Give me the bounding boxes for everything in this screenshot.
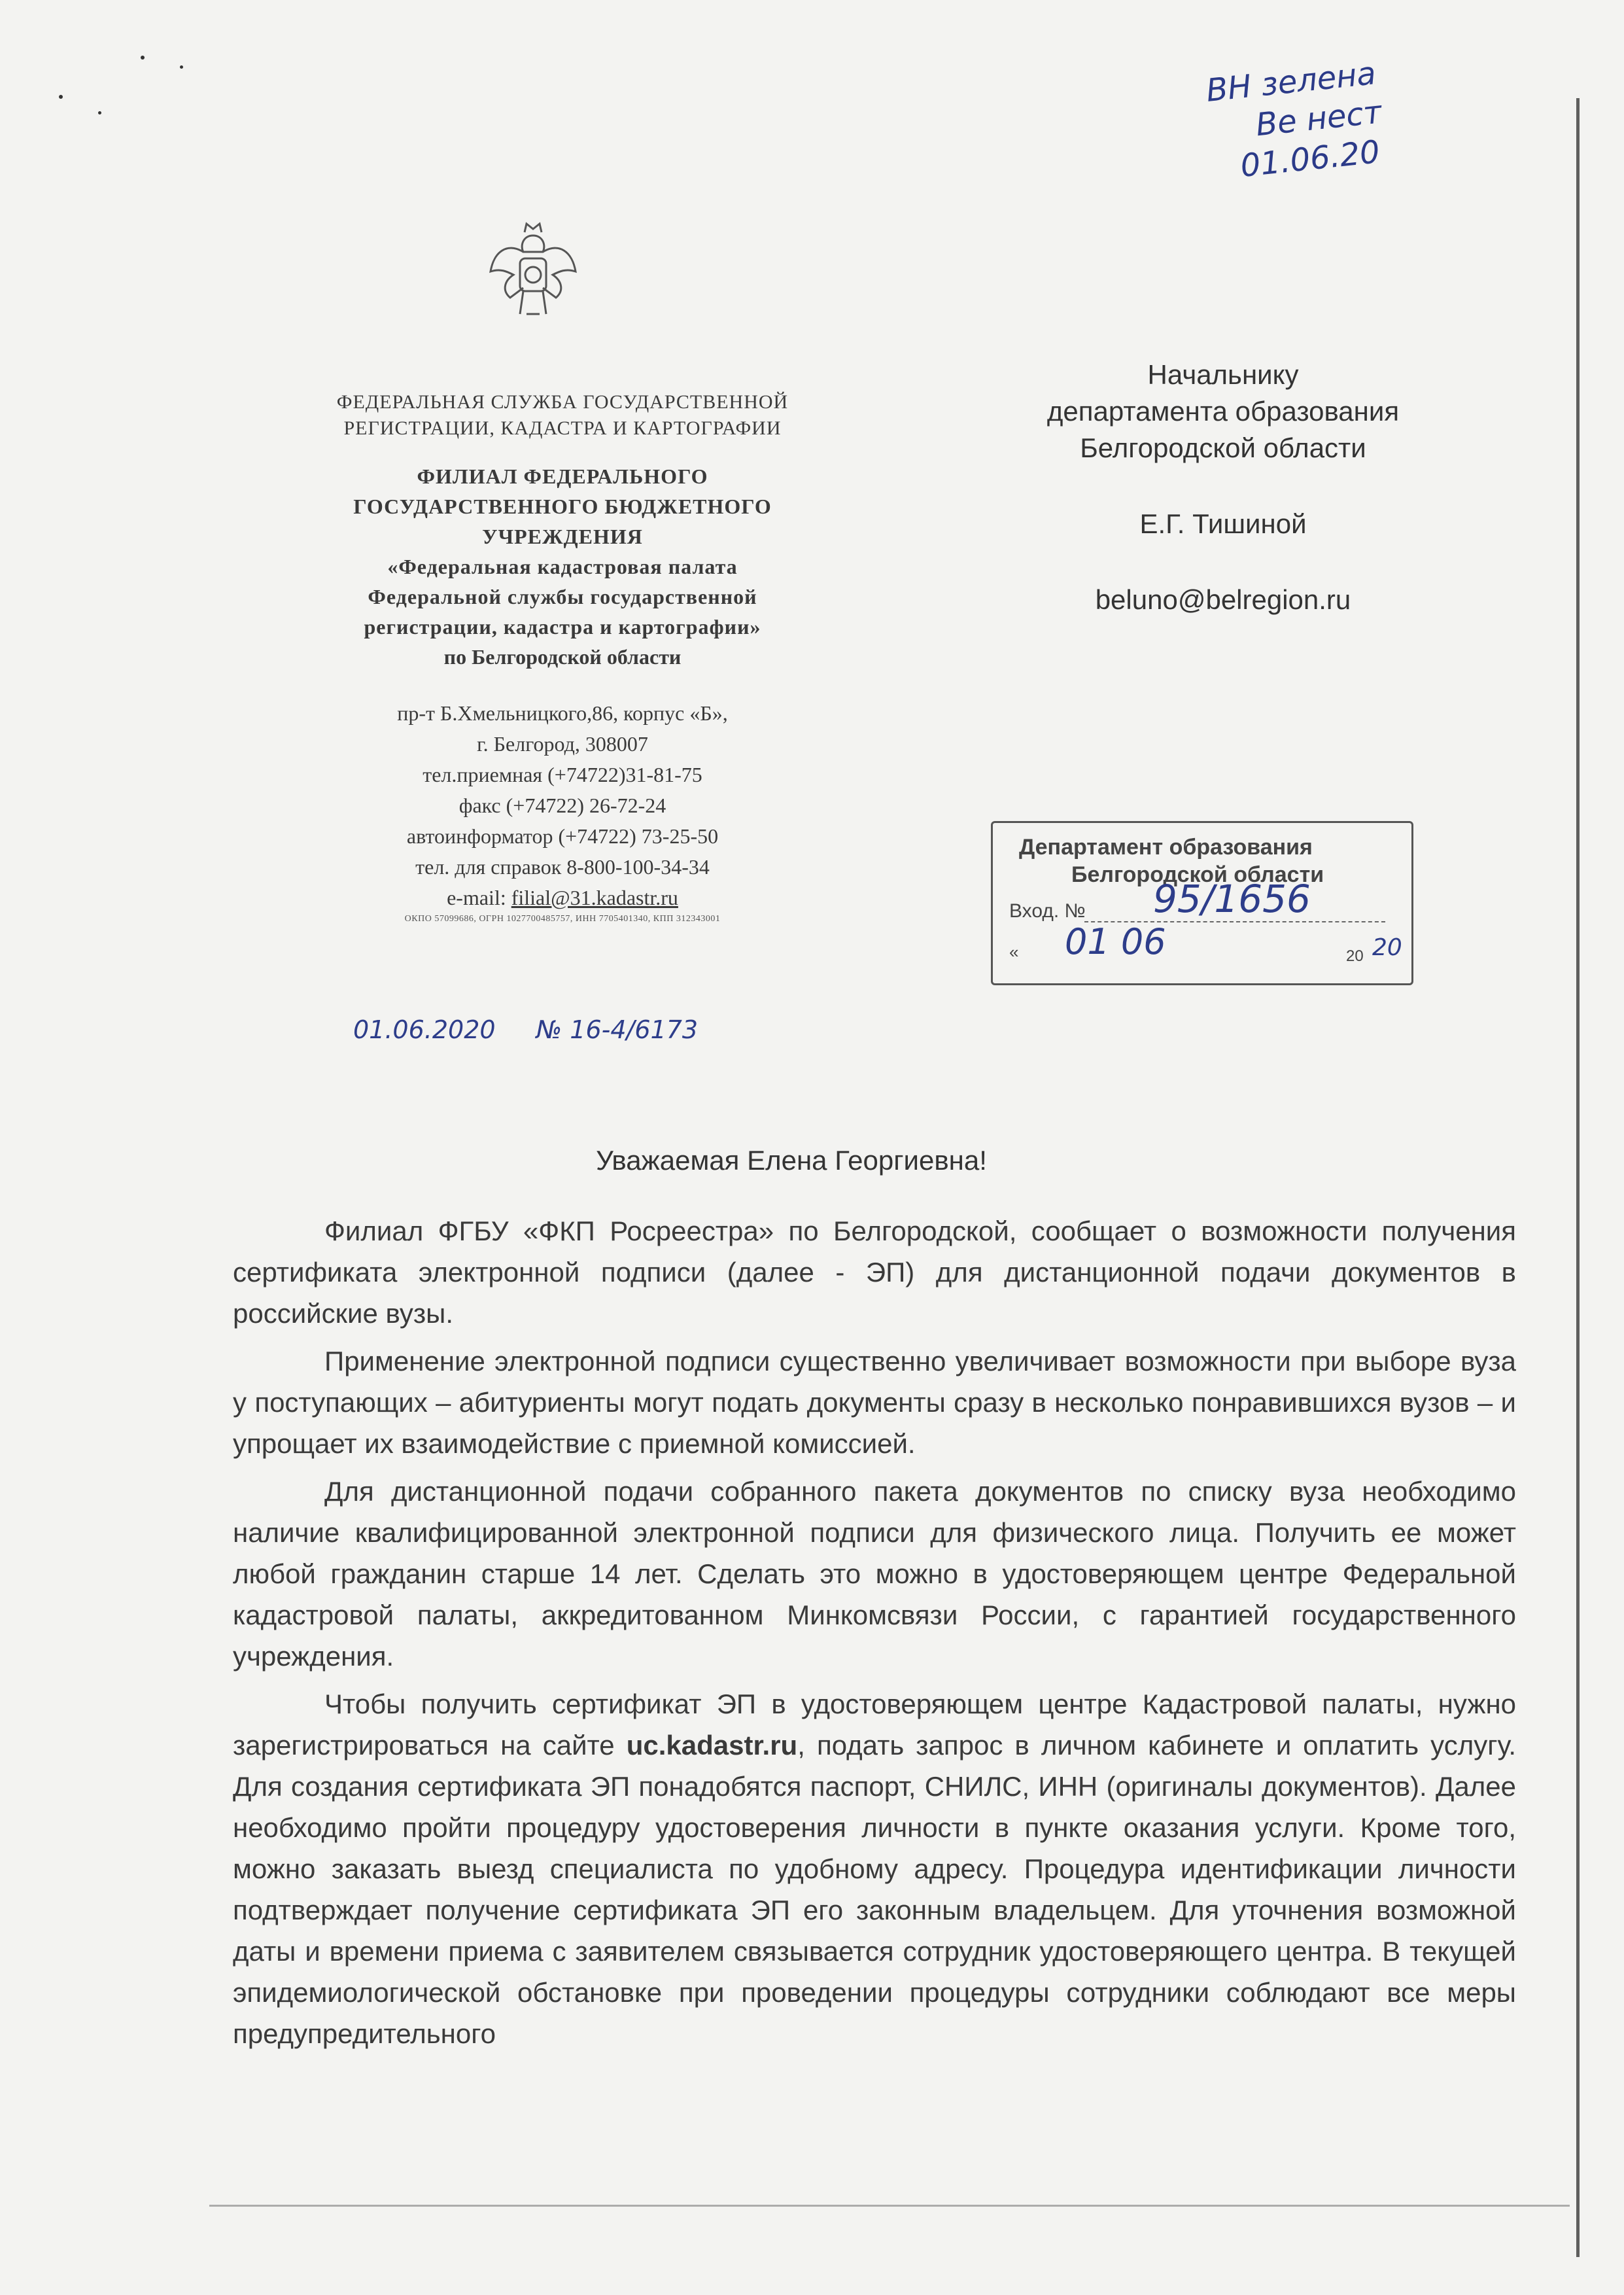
- address-line: г. Белгород, 308007: [477, 732, 648, 756]
- branch-line: ФИЛИАЛ ФЕДЕРАЛЬНОГО: [417, 464, 708, 488]
- resolution-line: ВН зелена: [1204, 55, 1378, 109]
- paragraph: Применение электронной подписи существенно увеличивает возможности при выборе вуза у поступающих – абитуриенты могут подать документы сразу в несколько понравившихся вузов – и упрощает их взаимодействие с приемной комиссией.: [233, 1346, 1516, 1459]
- branch-name: [235, 461, 890, 642]
- recipient-name: Е.Г. Тишиной: [1139, 508, 1307, 539]
- scan-speck: [180, 65, 183, 69]
- registration-codes: ОКПО 57099686, ОГРН 1027700485757, ИНН 7705401340, КПП 312343001: [404, 914, 721, 924]
- scan-speck: [59, 95, 63, 99]
- agency-line: РЕГИСТРАЦИИ, КАДАСТРА И КАРТОГРАФИИ: [343, 417, 782, 439]
- resolution-line: 01.06.20: [1238, 133, 1382, 185]
- incoming-stamp: [991, 821, 1413, 985]
- stamp-in-label: Вход. №: [1009, 900, 1086, 922]
- agency-name: [235, 389, 890, 442]
- recipient-line: Начальнику: [1147, 359, 1299, 390]
- sender-email-link[interactable]: filial@31.kadastr.ru: [511, 886, 678, 909]
- stamp-in-number: 95/1656: [1153, 877, 1311, 921]
- stamp-date: 01 06: [1065, 921, 1166, 962]
- outgoing-date: 01.06.2020: [353, 1015, 496, 1044]
- stamp-dept: Департамент образования: [1019, 835, 1313, 860]
- branch-region: по Белгородской области: [443, 645, 682, 669]
- stamp-date-label: «: [1009, 942, 1019, 962]
- handwritten-resolution: [1204, 54, 1387, 189]
- branch-line: ГОСУДАРСТВЕННОГО БЮДЖЕТНОГО: [353, 495, 772, 518]
- email-line: [235, 883, 890, 913]
- site-link[interactable]: uc.kadastr.ru: [626, 1730, 798, 1761]
- stamp-year-label: 20: [1346, 947, 1364, 965]
- coat-of-arms-emblem-icon: [484, 216, 582, 327]
- recipient-block: [929, 357, 1517, 618]
- email-label: e-mail:: [447, 886, 511, 909]
- resolution-line: Ве нест: [1254, 94, 1384, 144]
- agency-line: ФЕДЕРАЛЬНАЯ СЛУЖБА ГОСУДАРСТВЕННОЙ: [336, 391, 789, 413]
- address-line: пр-т Б.Хмельницкого,86, корпус «Б»,: [397, 701, 728, 725]
- recipient-email-link[interactable]: beluno@belregion.ru: [1095, 584, 1351, 615]
- recipient-line: департамента образования: [1046, 396, 1400, 427]
- branch-line: регистрации, кадастра и картографии»: [364, 615, 761, 639]
- paragraph: Филиал ФГБУ «ФКП Росреестра» по Белгородской, сообщает о возможности получения сертификата электронной подписи (далее - ЭП) для дистанционной подачи документов в российские вузы.: [233, 1216, 1516, 1329]
- branch-line: Федеральной службы государственной: [368, 585, 757, 608]
- address-line: автоинформатор (+74722) 73-25-50: [406, 824, 719, 848]
- letter-greeting: Уважаемая Елена Георгиевна!: [596, 1145, 987, 1176]
- scan-edge-right: [1576, 98, 1580, 2257]
- outgoing-number: [353, 1015, 698, 1044]
- address-line: тел.приемная (+74722)31-81-75: [423, 763, 702, 786]
- paragraph: Для дистанционной подачи собранного пакета документов по списку вуза необходимо наличие квалифицированной электронной подписи для физического лица. Получить ее может любой гражданин старше 14 лет. Сделать это можно в удостоверяющем центре Федеральной кадастровой палаты, аккредитованном Минкомсвязи России, с гарантией государственного учреждения.: [233, 1476, 1516, 1672]
- outgoing-num: 16-4/6173: [570, 1015, 699, 1044]
- scan-speck: [98, 111, 101, 114]
- scan-speck: [141, 56, 145, 60]
- paragraph-text: Чтобы получить сертификат ЭП в удостоверяющем центре Кадастровой палаты, нужно зарегистрироваться на сайте: [233, 1689, 1516, 1761]
- address-line: факс (+74722) 26-72-24: [458, 794, 666, 817]
- address-line: тел. для справок 8-800-100-34-34: [415, 855, 710, 879]
- outgoing-separator: №: [536, 1015, 562, 1044]
- stamp-year: 20: [1372, 934, 1402, 961]
- branch-line: УЧРЕЖДЕНИЯ: [482, 525, 643, 548]
- paragraph: [233, 1683, 1516, 2054]
- scan-edge-bottom: [209, 2205, 1570, 2207]
- sender-address: [235, 698, 890, 913]
- sender-block: [235, 389, 890, 925]
- branch-line: «Федеральная кадастровая палата: [387, 555, 738, 578]
- stamp-region: Белгородской области: [1071, 862, 1324, 887]
- recipient-line: Белгородской области: [1080, 432, 1366, 463]
- paragraph-text: , подать запрос в личном кабинете и оплатить услугу. Для создания сертификата ЭП понадобятся паспорт, СНИЛС, ИНН (оригиналы документов). Далее необходимо пройти процедуру удостоверения личности в пункте оказания услуги. Кроме того, можно заказать выезд специалиста по удобному адресу. Процедура идентификации личности подтверждает получение сертификата ЭП его законным владельцем. Для уточнения возможной даты и времени приема с заявителем связывается сотрудник удостоверяющего центра. В текущей эпидемиологической обстановке при проведении процедуры сотрудники соблюдают все меры предупредительного: [233, 1730, 1516, 2049]
- letter-body: [233, 1210, 1516, 2061]
